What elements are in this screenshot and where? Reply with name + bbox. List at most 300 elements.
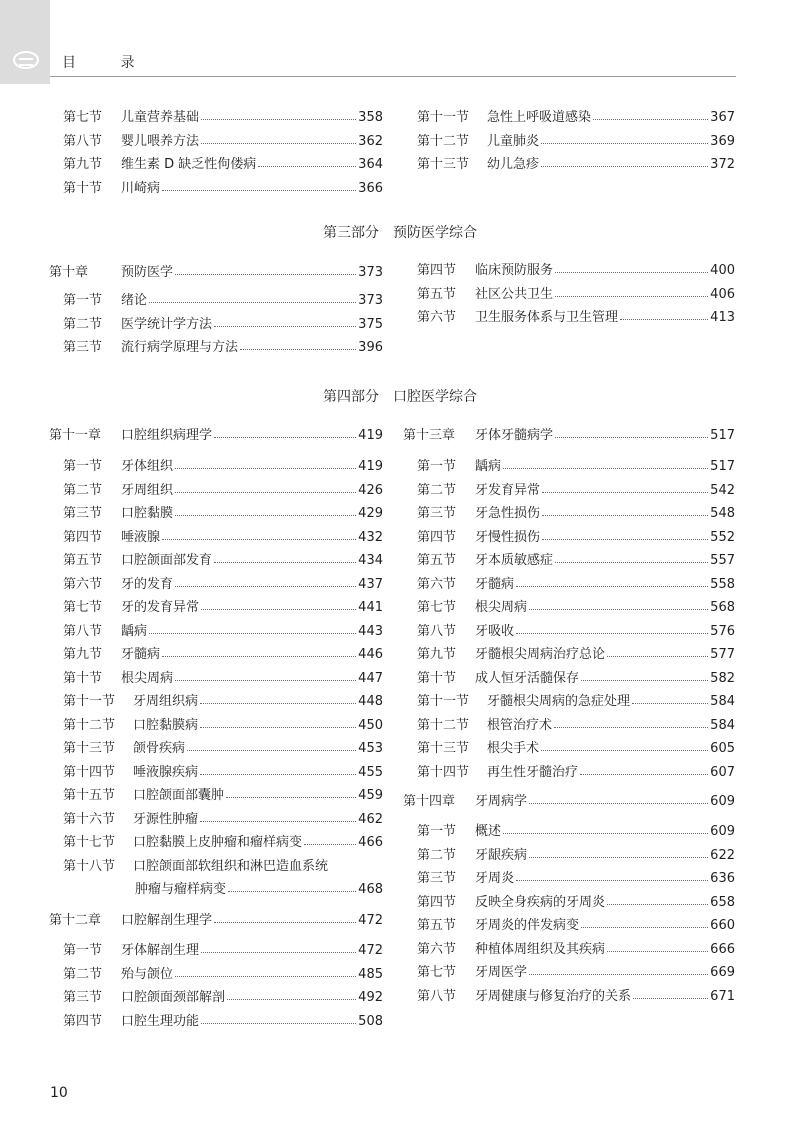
page-ref: 455 xyxy=(358,764,383,780)
toc-section-entry xyxy=(417,939,735,957)
toc-section-entry xyxy=(417,456,735,474)
page-ref: 413 xyxy=(710,310,735,325)
section-title: 龋病 xyxy=(121,623,148,639)
dot-leader xyxy=(200,702,356,704)
page-ref: 622 xyxy=(710,847,735,863)
section-label: 第五节 xyxy=(417,286,457,302)
dot-leader xyxy=(529,973,708,975)
dot-leader xyxy=(175,585,356,587)
chapter-title: 口腔组织病理学 xyxy=(121,428,213,443)
section-title: 牙周炎的伴发病变 xyxy=(475,918,580,933)
toc-section-entry xyxy=(417,307,735,325)
page-ref: 568 xyxy=(710,600,735,615)
section-title: 种植体周组织及其疾病 xyxy=(475,941,606,957)
toc-section-entry xyxy=(63,178,383,196)
dot-leader xyxy=(201,142,356,144)
dot-leader xyxy=(304,843,356,845)
section-title: 牙周组织 xyxy=(121,482,174,498)
dot-leader xyxy=(200,773,356,775)
dot-leader xyxy=(620,318,708,320)
page-ref: 517 xyxy=(710,428,735,443)
section-label: 第十一节 xyxy=(63,694,116,709)
page-ref: 450 xyxy=(358,717,383,733)
section-label: 第六节 xyxy=(417,310,457,325)
toc-section-entry xyxy=(63,715,383,733)
section-title: 牙本质敏感症 xyxy=(475,553,554,568)
toc-section-entry xyxy=(417,868,735,886)
page-ref: 542 xyxy=(710,482,735,498)
chapter-label: 第十二章 xyxy=(49,913,102,928)
section-title: 口腔生理功能 xyxy=(121,1013,200,1029)
section-label: 第十三节 xyxy=(63,741,116,756)
toc-section-entry xyxy=(63,809,383,827)
dot-leader xyxy=(554,726,708,728)
section-label: 第八节 xyxy=(417,988,457,1004)
corner-tab xyxy=(0,0,50,84)
section-title: 临床预防服务 xyxy=(475,263,554,278)
toc-chapter-entry xyxy=(403,425,735,443)
dot-leader xyxy=(214,921,356,923)
page-ref: 582 xyxy=(710,670,735,686)
section-label: 第二节 xyxy=(417,847,457,863)
dot-leader xyxy=(240,348,356,350)
toc-section-entry xyxy=(417,621,735,639)
part3-left-column xyxy=(49,262,383,362)
dot-leader xyxy=(201,1022,356,1024)
chapter-title: 牙周病学 xyxy=(475,794,528,809)
dot-leader xyxy=(541,142,708,144)
toc-section-entry xyxy=(63,550,383,568)
toc-section-entry xyxy=(63,131,383,149)
section-label: 第十五节 xyxy=(63,788,116,803)
page-ref: 584 xyxy=(710,717,735,733)
section-title: 儿童营养基础 xyxy=(121,110,200,125)
toc-section-entry xyxy=(417,762,735,780)
toc-section-entry xyxy=(417,550,735,568)
section-title: 急性上呼吸道感染 xyxy=(487,110,592,125)
dot-leader xyxy=(542,514,708,516)
dot-leader xyxy=(175,491,356,493)
section-title: 牙急性损伤 xyxy=(475,506,541,521)
page-ref: 658 xyxy=(710,894,735,910)
page-ref: 372 xyxy=(710,157,735,172)
section-title: 牙的发育 xyxy=(121,576,174,592)
page-ref: 472 xyxy=(358,913,383,928)
dot-leader xyxy=(227,998,356,1000)
section-title: 牙周炎 xyxy=(475,871,515,886)
toc-section-entry xyxy=(417,527,735,545)
page-ref: 492 xyxy=(358,990,383,1005)
section-title: 医学统计学方法 xyxy=(121,316,213,332)
dot-leader xyxy=(149,632,356,634)
page-ref: 373 xyxy=(358,265,383,280)
toc-section-entry xyxy=(63,644,383,662)
toc-section-entry xyxy=(63,503,383,521)
page-ref: 609 xyxy=(710,824,735,839)
section-label: 第一节 xyxy=(63,293,103,308)
page-ref: 367 xyxy=(710,110,735,125)
section-title: 根尖手术 xyxy=(487,741,540,756)
page-ref: 375 xyxy=(358,316,383,332)
section-label: 第七节 xyxy=(417,965,457,980)
section-label: 第三节 xyxy=(63,340,103,355)
page-ref: 468 xyxy=(358,882,383,897)
chapter-label: 第十三章 xyxy=(403,428,456,443)
page-ref: 636 xyxy=(710,871,735,886)
dot-leader xyxy=(555,271,708,273)
part4-left-column xyxy=(49,425,383,1035)
toc-section-entry xyxy=(63,456,383,474)
toc-section-entry xyxy=(417,821,735,839)
toc-section-entry xyxy=(417,668,735,686)
section-label: 第四节 xyxy=(417,263,457,278)
section-label: 第一节 xyxy=(417,824,457,839)
section-label: 第三节 xyxy=(417,871,457,886)
toc-section-entry xyxy=(417,715,735,733)
section-title: 再生性牙髓治疗 xyxy=(487,764,579,780)
section-label: 第二节 xyxy=(63,482,103,498)
page-ref: 441 xyxy=(358,600,383,615)
dot-leader xyxy=(503,467,708,469)
section-label: 第十六节 xyxy=(63,811,116,827)
dot-leader xyxy=(516,879,708,881)
section-label: 第一节 xyxy=(417,459,457,474)
dot-leader xyxy=(542,538,708,540)
section-label: 第九节 xyxy=(63,647,103,662)
publisher-logo-icon xyxy=(13,51,39,69)
toc-section-entry xyxy=(63,154,383,172)
section-label: 第二节 xyxy=(63,966,103,982)
section-label: 第五节 xyxy=(417,553,457,568)
section-title: 牙周健康与修复治疗的关系 xyxy=(475,988,632,1004)
section-label: 第十节 xyxy=(63,180,103,196)
page-ref: 419 xyxy=(358,428,383,443)
dot-leader xyxy=(555,436,708,438)
toc-section-entry xyxy=(63,964,383,982)
page-ref: 557 xyxy=(710,553,735,568)
toc-section-entry xyxy=(63,290,383,308)
header-rule xyxy=(50,76,736,77)
section-title-continued: 肿瘤与瘤样病变 xyxy=(135,882,227,897)
toc-section-entry xyxy=(417,691,735,709)
dot-leader xyxy=(226,796,356,798)
dot-leader xyxy=(162,538,356,540)
part4-right-column xyxy=(403,425,735,1015)
dot-leader xyxy=(541,165,708,167)
toc-section-entry xyxy=(417,574,735,592)
page-ref: 362 xyxy=(358,133,383,149)
section-title: 牙龈疾病 xyxy=(475,847,528,863)
dot-leader xyxy=(516,585,708,587)
section-title: 牙的发育异常 xyxy=(121,600,200,615)
dot-leader xyxy=(175,514,356,516)
section-title: 维生素 D 缺乏性佝偻病 xyxy=(121,157,257,172)
dot-leader xyxy=(607,655,708,657)
section-label: 第八节 xyxy=(417,623,457,639)
section-label: 第十二节 xyxy=(417,133,470,149)
section-title: 牙源性肿瘤 xyxy=(133,811,199,827)
toc-section-entry xyxy=(417,986,735,1004)
toc-section-entry xyxy=(63,314,383,332)
section-label: 第五节 xyxy=(417,918,457,933)
dot-leader xyxy=(214,561,356,563)
toc-section-entry xyxy=(63,480,383,498)
toc-chapter-entry xyxy=(49,425,383,443)
section-label: 第十一节 xyxy=(417,694,470,709)
toc-section-entry xyxy=(417,892,735,910)
section-title: 殆与颌位 xyxy=(121,966,174,982)
dot-leader xyxy=(200,726,356,728)
dot-leader xyxy=(201,951,356,953)
dot-leader xyxy=(581,926,708,928)
page-ref: 671 xyxy=(710,988,735,1004)
page-ref: 605 xyxy=(710,741,735,756)
section-title: 唾液腺 xyxy=(121,529,161,545)
section-label: 第三节 xyxy=(63,990,103,1005)
toc-section-entry xyxy=(63,1011,383,1029)
toc-section-entry xyxy=(417,644,735,662)
section-title: 社区公共卫生 xyxy=(475,286,554,302)
section-title: 根管治疗术 xyxy=(487,717,553,733)
page-ref: 364 xyxy=(358,157,383,172)
part4-title: 第四部分 口腔医学综合 xyxy=(323,389,477,405)
dot-leader xyxy=(201,118,356,120)
section-label: 第九节 xyxy=(417,647,457,662)
section-title: 根尖周病 xyxy=(475,600,528,615)
page-ref: 584 xyxy=(710,694,735,709)
page-ref: 472 xyxy=(358,943,383,958)
section-label: 第六节 xyxy=(63,576,103,592)
section-title: 牙髓根尖周病治疗总论 xyxy=(475,647,606,662)
section-title: 牙体组织 xyxy=(121,459,174,474)
toc-section-entry xyxy=(63,668,383,686)
page-ref: 446 xyxy=(358,647,383,662)
page-ref: 429 xyxy=(358,506,383,521)
page-number: 10 xyxy=(50,1085,68,1101)
part3-right-column xyxy=(417,260,735,330)
toc-top-right-column xyxy=(417,107,735,177)
page-ref: 434 xyxy=(358,553,383,568)
header-title: 目 录 xyxy=(62,55,155,71)
section-label: 第十七节 xyxy=(63,835,116,850)
dot-leader xyxy=(175,467,356,469)
section-label: 第二节 xyxy=(63,316,103,332)
dot-leader xyxy=(162,189,356,191)
page-ref: 609 xyxy=(710,794,735,809)
page-ref: 548 xyxy=(710,506,735,521)
section-label: 第十节 xyxy=(417,670,457,686)
page-ref: 558 xyxy=(710,576,735,592)
section-label: 第四节 xyxy=(63,1013,103,1029)
toc-section-entry xyxy=(417,915,735,933)
section-label: 第十四节 xyxy=(417,764,470,780)
page-ref: 366 xyxy=(358,180,383,196)
toc-section-continuation xyxy=(135,879,383,897)
section-label: 第一节 xyxy=(63,459,103,474)
section-title: 成人恒牙活髓保存 xyxy=(475,670,580,686)
section-label: 第五节 xyxy=(63,553,103,568)
section-label: 第八节 xyxy=(63,133,103,149)
section-title: 牙慢性损伤 xyxy=(475,529,541,545)
toc-section-entry xyxy=(63,738,383,756)
section-label: 第十三节 xyxy=(417,741,470,756)
toc-section-entry xyxy=(63,691,383,709)
section-label: 第十八节 xyxy=(63,858,116,874)
page-ref: 466 xyxy=(358,835,383,850)
toc-section-entry xyxy=(63,574,383,592)
toc-section-entry xyxy=(63,621,383,639)
chapter-label: 第十一章 xyxy=(49,428,102,443)
dot-leader xyxy=(529,608,708,610)
dot-leader xyxy=(529,802,708,804)
page-ref: 443 xyxy=(358,623,383,639)
toc-section-entry xyxy=(417,284,735,302)
section-title: 牙髓根尖周病的急症处理 xyxy=(487,694,631,709)
section-title: 牙吸收 xyxy=(475,623,515,639)
section-title: 口腔黏膜 xyxy=(121,506,174,521)
section-title: 根尖周病 xyxy=(121,670,174,686)
toc-section-entry xyxy=(63,762,383,780)
section-label: 第十二节 xyxy=(63,717,116,733)
dot-leader xyxy=(200,820,356,822)
section-title: 牙体解剖生理 xyxy=(121,943,200,958)
page-ref: 373 xyxy=(358,293,383,308)
page-ref: 576 xyxy=(710,623,735,639)
toc-section-entry xyxy=(63,940,383,958)
section-title: 唾液腺疾病 xyxy=(133,764,199,780)
toc-section-entry xyxy=(63,527,383,545)
page-ref: 406 xyxy=(710,286,735,302)
dot-leader xyxy=(542,491,708,493)
part3-title: 第三部分 预防医学综合 xyxy=(323,225,477,241)
page-ref: 666 xyxy=(710,941,735,957)
section-label: 第一节 xyxy=(63,943,103,958)
dot-leader xyxy=(258,165,356,167)
section-title: 婴儿喂养方法 xyxy=(121,133,200,149)
page-ref: 400 xyxy=(710,263,735,278)
dot-leader xyxy=(580,773,708,775)
section-title: 颌骨疾病 xyxy=(133,741,186,756)
page-ref: 462 xyxy=(358,811,383,827)
dot-leader xyxy=(187,749,356,751)
section-title: 牙髓病 xyxy=(475,576,515,592)
section-title: 口腔黏膜上皮肿瘤和瘤样病变 xyxy=(133,835,303,850)
page-ref: 426 xyxy=(358,482,383,498)
section-title: 龋病 xyxy=(475,459,502,474)
section-label: 第十一节 xyxy=(417,110,470,125)
section-title: 牙周组织病 xyxy=(133,694,199,709)
section-label: 第十三节 xyxy=(417,157,470,172)
toc-chapter-entry xyxy=(403,791,735,809)
toc-section-entry xyxy=(417,845,735,863)
page-ref: 459 xyxy=(358,788,383,803)
dot-leader xyxy=(555,561,708,563)
page-ref: 485 xyxy=(358,966,383,982)
page-ref: 419 xyxy=(358,459,383,474)
dot-leader xyxy=(175,679,356,681)
dot-leader xyxy=(214,325,356,327)
dot-leader xyxy=(175,975,356,977)
section-title: 牙髓病 xyxy=(121,647,161,662)
page-ref: 552 xyxy=(710,529,735,545)
toc-section-entry xyxy=(63,987,383,1005)
dot-leader xyxy=(201,608,356,610)
dot-leader xyxy=(541,749,708,751)
section-title: 卫生服务体系与卫生管理 xyxy=(475,310,619,325)
toc-section-entry xyxy=(417,107,735,125)
toc-section-entry xyxy=(63,597,383,615)
toc-section-entry xyxy=(63,107,383,125)
chapter-title: 预防医学 xyxy=(121,265,174,280)
dot-leader xyxy=(162,655,356,657)
toc-section-entry xyxy=(417,480,735,498)
section-title: 流行病学原理与方法 xyxy=(121,340,239,355)
page-ref: 369 xyxy=(710,133,735,149)
page-ref: 607 xyxy=(710,764,735,780)
chapter-title: 牙体牙髓病学 xyxy=(475,428,554,443)
section-title: 牙周医学 xyxy=(475,965,528,980)
page-ref: 660 xyxy=(710,918,735,933)
section-label: 第七节 xyxy=(63,110,103,125)
section-label: 第四节 xyxy=(63,529,103,545)
toc-section-entry xyxy=(63,832,383,850)
section-title: 口腔黏膜病 xyxy=(133,717,199,733)
section-title: 幼儿急疹 xyxy=(487,157,540,172)
chapter-title: 口腔解剖生理学 xyxy=(121,913,213,928)
dot-leader xyxy=(529,856,708,858)
dot-leader xyxy=(633,997,708,999)
toc-section-entry xyxy=(63,337,383,355)
toc-section-entry xyxy=(417,503,735,521)
section-label: 第六节 xyxy=(417,941,457,957)
section-label: 第三节 xyxy=(63,506,103,521)
page-ref: 448 xyxy=(358,694,383,709)
page-ref: 453 xyxy=(358,741,383,756)
dot-leader xyxy=(593,118,708,120)
section-label: 第九节 xyxy=(63,157,103,172)
dot-leader xyxy=(555,295,708,297)
section-title: 口腔颌面部发育 xyxy=(121,553,213,568)
section-title: 概述 xyxy=(475,824,502,839)
dot-leader xyxy=(607,903,708,905)
chapter-label: 第十章 xyxy=(49,265,89,280)
toc-chapter-entry xyxy=(49,262,383,280)
dot-leader xyxy=(581,679,708,681)
toc-section-entry xyxy=(417,738,735,756)
section-label: 第十二节 xyxy=(417,717,470,733)
page-ref: 432 xyxy=(358,529,383,545)
dot-leader xyxy=(228,890,356,892)
section-label: 第七节 xyxy=(417,600,457,615)
page-ref: 669 xyxy=(710,965,735,980)
section-label: 第四节 xyxy=(417,529,457,545)
page-ref: 437 xyxy=(358,576,383,592)
chapter-label: 第十四章 xyxy=(403,794,456,809)
section-title: 口腔颌面部囊肿 xyxy=(133,788,225,803)
page-ref: 508 xyxy=(358,1013,383,1029)
section-label: 第二节 xyxy=(417,482,457,498)
section-label: 第三节 xyxy=(417,506,457,521)
dot-leader xyxy=(632,702,708,704)
dot-leader xyxy=(214,436,356,438)
toc-section-entry xyxy=(417,597,735,615)
toc-section-entry xyxy=(417,131,735,149)
dot-leader xyxy=(607,950,708,952)
section-label: 第八节 xyxy=(63,623,103,639)
toc-section-entry xyxy=(417,962,735,980)
section-label: 第十节 xyxy=(63,670,103,686)
section-title: 儿童肺炎 xyxy=(487,133,540,149)
